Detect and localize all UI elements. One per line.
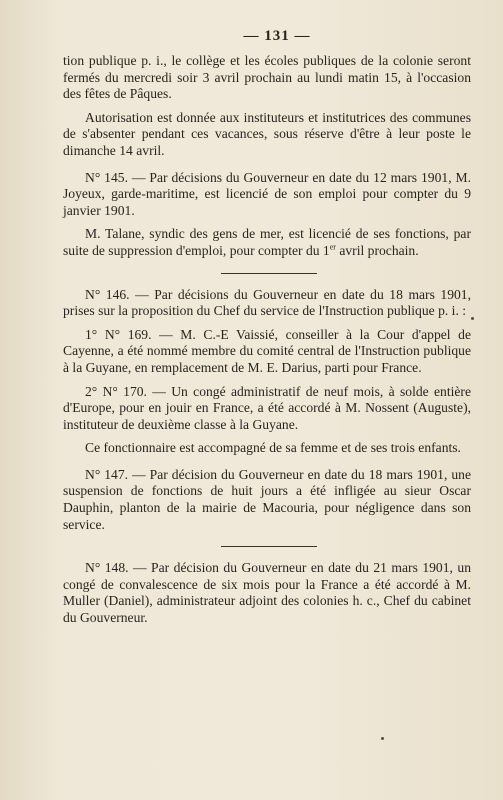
paragraph-item-169: 1° N° 169. — M. C.-E Vaissié, conseiller à la Cour d'appel de Cayenne, a été nommé membre du comité central de l'Instruction publique à la Guyane, en remplacement de M. E. Darius, parti pour France.: [63, 326, 471, 375]
paragraph-teacher-authorization: Autorisation est donnée aux instituteurs et institutrices des communes de s'absenter pendant ces vacances, sous réserve d'être à leur poste le dimanche 14 avril.: [63, 109, 471, 158]
superscript-er: er: [329, 242, 336, 252]
paragraph-family: Ce fonctionnaire est accompagné de sa femme et de ses trois enfants.: [85, 440, 461, 456]
paragraph-decision-148: N° 148. — Par décision du Gouverneur en date du 21 mars 1901, un congé de convalescence de six mois pour la France a été accordé à M. Muller (Daniel), administrateur adjoint des colonies h. c., Chef du cabinet du Gouverneur.: [63, 560, 471, 626]
paragraph-school-closure: tion publique p. i., le collège et les écoles publiques de la colonie seront fermés du mercredi soir 3 avril prochain au lundi matin 15, à l'occasion des fêtes de Pâques.: [63, 53, 471, 102]
paragraph-item-170: 2° N° 170. — Un congé administratif de neuf mois, à solde entière d'Europe, pour en jouir en France, a été accordé à M. Nossent (Auguste), instituteur de deuxième classe à la Guyane.: [63, 383, 471, 432]
paragraph-decision-146: N° 146. — Par décisions du Gouverneur en date du 18 mars 1901, prises sur la proposition du Chef du service de l'Instruction publique p. i. :: [63, 286, 471, 319]
paragraph-decision-147: N° 147. — Par décision du Gouverneur en date du 18 mars 1901, une suspension de fonctions de huit jours a été infligée au sieur Oscar Dauphin, planton de la mairie de Macouria, pour négligence dans son service.: [63, 466, 471, 532]
paragraph-talane-text: M. Talane, syndic des gens de mer, est licencié de ses fonctions, par suite de suppression d'emploi, pour compter du 1: [63, 226, 471, 258]
paragraph-talane-end: avril prochain.: [335, 242, 419, 258]
section-divider: [221, 546, 317, 547]
paragraph-decision-145: N° 145. — Par décisions du Gouverneur en date du 12 mars 1901, M. Joyeux, garde-maritime, est licencié de son emploi pour compter du 9 janvier 1901.: [63, 169, 471, 218]
paper-speck: [471, 317, 474, 320]
page-number: — 131 —: [243, 28, 311, 44]
section-divider: [221, 273, 317, 274]
paragraph-talane: [63, 226, 471, 259]
paper-speck: [381, 737, 384, 740]
